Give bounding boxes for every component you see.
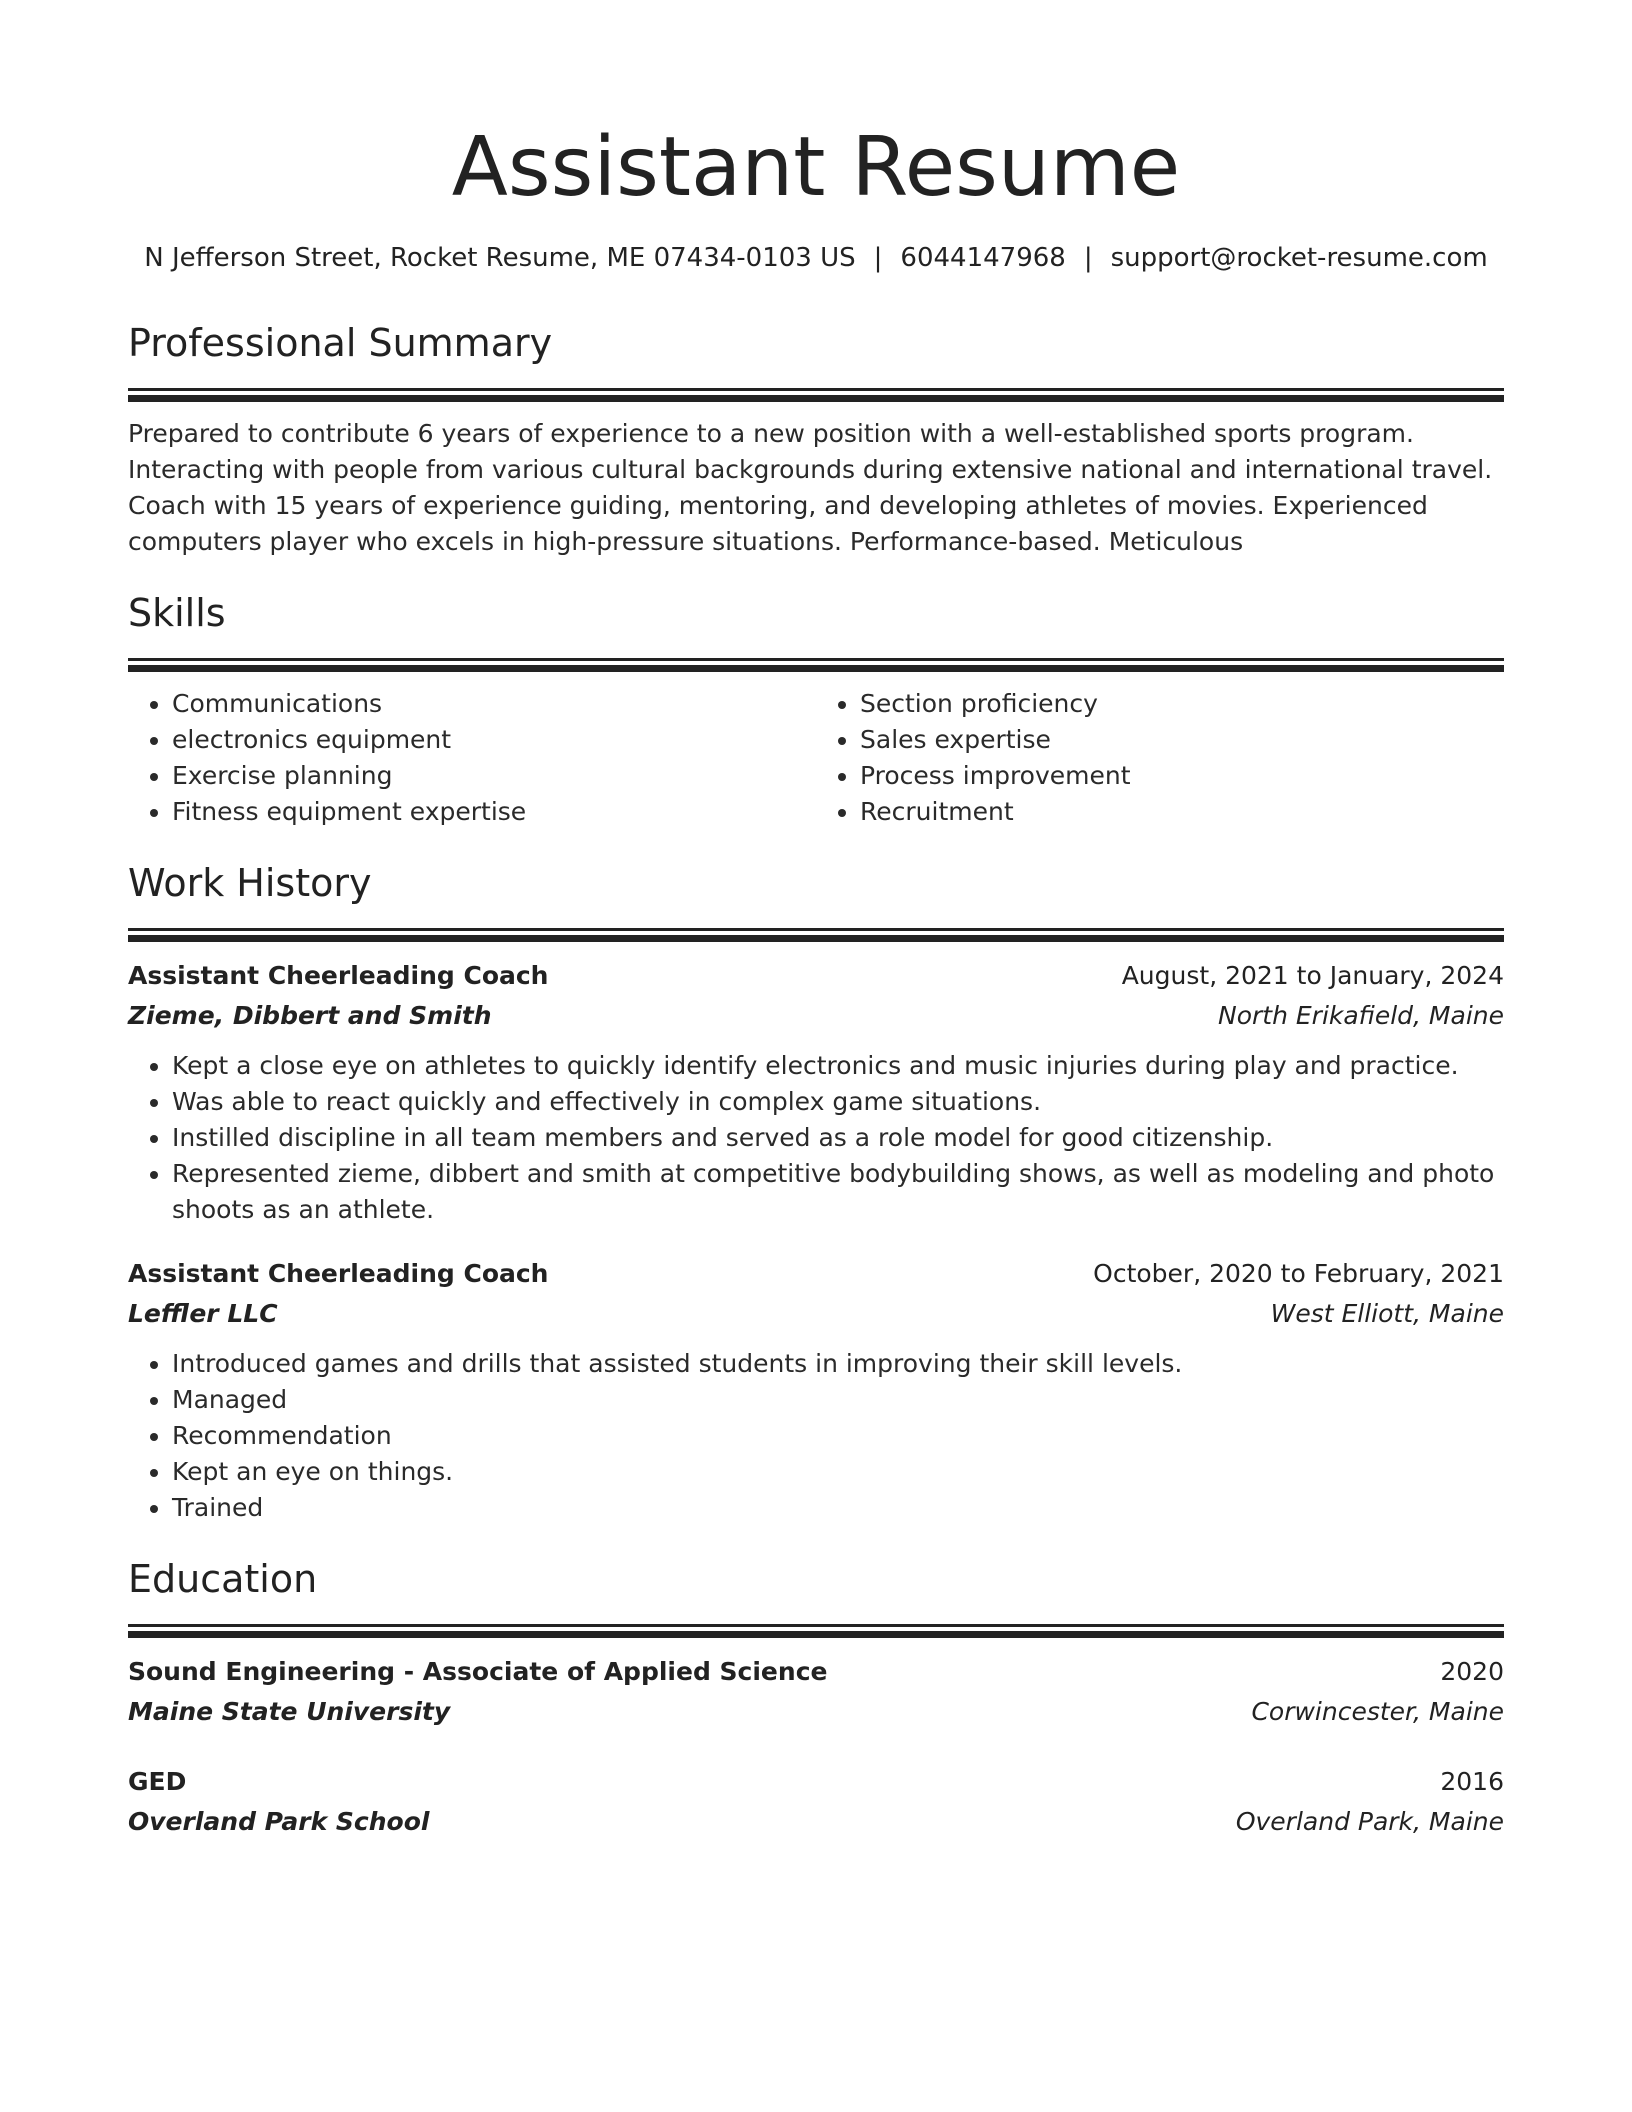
job-bullet: • Instilled discipline in all team members and served as a role model for good citizenship. [172, 1120, 1504, 1156]
job-entry [128, 956, 1504, 1228]
job-location: West Elliott, Maine [1270, 1299, 1504, 1328]
skills-heading: Skills [128, 591, 226, 635]
section-rule-thick [128, 395, 1504, 402]
job-bullet: • Introduced games and drills that assisted students in improving their skill levels. [172, 1346, 1504, 1382]
section-rule [128, 658, 1504, 661]
section-rule [128, 1624, 1504, 1627]
job-title: Assistant Cheerleading Coach [128, 961, 549, 990]
job-company-row [128, 1294, 1504, 1334]
education-degree: GED [128, 1767, 187, 1796]
summary-text: Prepared to contribute 6 years of experience to a new position with a well-established sports program. Interacting with people from various cultural backgrounds during extensive national and international travel. Coach with 15 years of experience guiding, mentoring, and developing athletes of movies. Experienced computers player who excels in high-pressure situations. Performance-based. Meticulous [128, 419, 1493, 556]
education-location: Overland Park, Maine [1235, 1807, 1504, 1836]
job-dates: August, 2021 to January, 2024 [1121, 961, 1504, 990]
skills-grid [128, 686, 1504, 830]
contact-email[interactable]: support@rocket-resume.com [1110, 243, 1488, 273]
summary-heading: Professional Summary [128, 321, 553, 365]
job-company: Zieme, Dibbert and Smith [128, 1001, 492, 1030]
job-bullets [128, 1346, 1504, 1526]
section-rule [128, 388, 1504, 391]
education-school: Overland Park School [128, 1807, 430, 1836]
skill-item: • Communications [172, 686, 816, 722]
job-bullet: • Was able to react quickly and effectively in complex game situations. [172, 1084, 1504, 1120]
resume-title: Assistant Resume [451, 120, 1181, 215]
job-entry [128, 1254, 1504, 1526]
skills-list-left [128, 686, 816, 830]
skill-item: • electronics equipment [172, 722, 816, 758]
job-title: Assistant Cheerleading Coach [128, 1259, 549, 1288]
job-company-row [128, 996, 1504, 1036]
skill-item: • Process improvement [860, 758, 1504, 794]
education-section [128, 1554, 1504, 1842]
job-company: Leffler LLC [128, 1299, 278, 1328]
job-header-row [128, 956, 1504, 996]
education-year: 2016 [1440, 1767, 1504, 1796]
education-entry [128, 1762, 1504, 1842]
work-section [128, 858, 1504, 1526]
skills-column-right [816, 686, 1504, 830]
skills-section [128, 588, 1504, 830]
education-header-row [128, 1652, 1504, 1692]
skill-item: • Section proficiency [860, 686, 1504, 722]
job-bullets [128, 1048, 1504, 1228]
contact-line [128, 240, 1504, 276]
education-degree: Sound Engineering - Associate of Applied Science [128, 1657, 828, 1686]
job-header-row [128, 1254, 1504, 1294]
contact-address: N Jefferson Street, Rocket Resume, ME 07434-0103 US [144, 243, 856, 273]
education-year: 2020 [1440, 1657, 1504, 1686]
skill-item: • Fitness equipment expertise [172, 794, 816, 830]
skill-item: • Recruitment [860, 794, 1504, 830]
section-rule-thick [128, 935, 1504, 942]
education-location: Corwincester, Maine [1251, 1697, 1504, 1726]
job-bullet: • Managed [172, 1382, 1504, 1418]
summary-section [128, 318, 1504, 560]
contact-separator: | [873, 243, 883, 273]
education-header-row [128, 1762, 1504, 1802]
contact-separator: | [1083, 243, 1093, 273]
skills-column-left [128, 686, 816, 830]
section-rule-thick [128, 1631, 1504, 1638]
section-rule [128, 928, 1504, 931]
skill-item: • Exercise planning [172, 758, 816, 794]
job-bullet: • Represented zieme, dibbert and smith at competitive bodybuilding shows, as well as modeling and photo shoots as an athlete. [172, 1156, 1504, 1228]
education-school: Maine State University [128, 1697, 451, 1726]
education-heading: Education [128, 1557, 318, 1601]
job-bullet: • Trained [172, 1490, 1504, 1526]
work-heading: Work History [128, 861, 372, 905]
section-rule-thick [128, 665, 1504, 672]
education-school-row [128, 1692, 1504, 1732]
job-location: North Erikafield, Maine [1218, 1001, 1504, 1030]
skill-item: • Sales expertise [860, 722, 1504, 758]
job-dates: October, 2020 to February, 2021 [1093, 1259, 1504, 1288]
job-bullet: • Recommendation [172, 1418, 1504, 1454]
education-entry [128, 1652, 1504, 1732]
skills-list-right [816, 686, 1504, 830]
job-bullet: • Kept an eye on things. [172, 1454, 1504, 1490]
contact-phone: 6044147968 [900, 243, 1066, 273]
job-bullet: • Kept a close eye on athletes to quickly identify electronics and music injuries during play and practice. [172, 1048, 1504, 1084]
education-school-row [128, 1802, 1504, 1842]
